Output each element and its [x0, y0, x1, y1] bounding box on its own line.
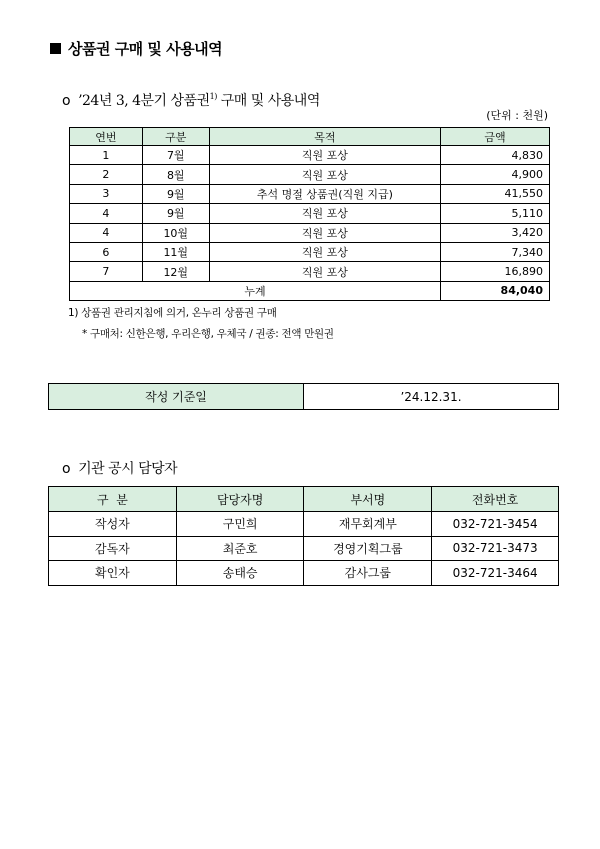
row-amount: 7,340: [441, 242, 550, 261]
row-amount: 5,110: [441, 204, 550, 223]
table-row: [49, 561, 559, 586]
total-amount: 84,040: [441, 281, 550, 300]
reference-date-value: ’24.12.31.: [304, 384, 559, 410]
row-no: 4: [70, 204, 143, 223]
table-row: [70, 204, 550, 223]
unit-label: (단위 : 천원): [486, 109, 548, 122]
square-bullet-icon: [50, 43, 61, 54]
row-month: 7월: [142, 146, 209, 165]
circle-bullet-icon: o: [62, 461, 71, 477]
row-month: 12월: [142, 262, 209, 281]
section-contact-title: [62, 458, 177, 478]
row-month: 9월: [142, 204, 209, 223]
row-phone: 032-721-3473: [432, 536, 559, 561]
reference-date-table: [48, 383, 559, 410]
table-header-row: [49, 487, 559, 512]
table-row: [70, 262, 550, 281]
circle-bullet-icon: o: [62, 93, 71, 109]
row-month: 8월: [142, 165, 209, 184]
header-dept: 부서명: [304, 487, 432, 512]
row-name: 송태승: [176, 561, 304, 586]
section-purchase-title: [62, 90, 320, 110]
header-role: 구 분: [49, 487, 177, 512]
row-amount: 16,890: [441, 262, 550, 281]
header-amount: 금액: [441, 128, 550, 146]
row-role: 감독자: [49, 536, 177, 561]
row-name: 구민희: [176, 512, 304, 537]
header-no: 연번: [70, 128, 143, 146]
row-no: 2: [70, 165, 143, 184]
row-purpose: 추석 명절 상품권(직원 지급): [209, 184, 440, 203]
row-phone: 032-721-3464: [432, 561, 559, 586]
table-row: [49, 512, 559, 537]
row-amount: 3,420: [441, 223, 550, 242]
section-contact-title-text: 기관 공시 담당자: [78, 461, 178, 477]
footnote-2: * 구매처: 신한은행, 우리은행, 우체국 / 권종: 전액 만원권: [82, 328, 334, 340]
row-purpose: 직원 포상: [209, 223, 440, 242]
table-row: [70, 242, 550, 261]
table-row: [70, 165, 550, 184]
header-phone: 전화번호: [432, 487, 559, 512]
row-purpose: 직원 포상: [209, 204, 440, 223]
page-title: [50, 38, 222, 59]
row-month: 11월: [142, 242, 209, 261]
table-row: [49, 536, 559, 561]
header-purpose: 목적: [209, 128, 440, 146]
table-row: [70, 184, 550, 203]
footnote-mark: 1): [209, 92, 217, 101]
contact-table: [48, 486, 559, 586]
row-purpose: 직원 포상: [209, 242, 440, 261]
header-name: 담당자명: [176, 487, 304, 512]
row-no: 6: [70, 242, 143, 261]
row-month: 9월: [142, 184, 209, 203]
row-purpose: 직원 포상: [209, 165, 440, 184]
header-category: 구분: [142, 128, 209, 146]
purchase-table: [69, 127, 550, 301]
row-no: 7: [70, 262, 143, 281]
row-phone: 032-721-3454: [432, 512, 559, 537]
row-purpose: 직원 포상: [209, 262, 440, 281]
row-role: 확인자: [49, 561, 177, 586]
row-no: 4: [70, 223, 143, 242]
row-purpose: 직원 포상: [209, 146, 440, 165]
total-label: 누계: [70, 281, 441, 300]
row-dept: 재무회계부: [304, 512, 432, 537]
reference-date-label: 작성 기준일: [49, 384, 304, 410]
table-row: [70, 146, 550, 165]
row-amount: 41,550: [441, 184, 550, 203]
table-row: [70, 223, 550, 242]
section-purchase-title-text: ’24년 3, 4분기 상품권: [78, 93, 210, 109]
row-dept: 감사그룹: [304, 561, 432, 586]
section-purchase-title-suffix: 구매 및 사용내역: [220, 93, 320, 109]
row-no: 3: [70, 184, 143, 203]
row-amount: 4,830: [441, 146, 550, 165]
table-header-row: [70, 128, 550, 146]
row-no: 1: [70, 146, 143, 165]
page-title-text: 상품권 구매 및 사용내역: [68, 40, 223, 58]
row-name: 최준호: [176, 536, 304, 561]
total-row: [70, 281, 550, 300]
row-amount: 4,900: [441, 165, 550, 184]
footnote-1: 1) 상품권 관리지침에 의거, 온누리 상품권 구매: [68, 307, 277, 319]
row-role: 작성자: [49, 512, 177, 537]
row-dept: 경영기획그룹: [304, 536, 432, 561]
row-month: 10월: [142, 223, 209, 242]
